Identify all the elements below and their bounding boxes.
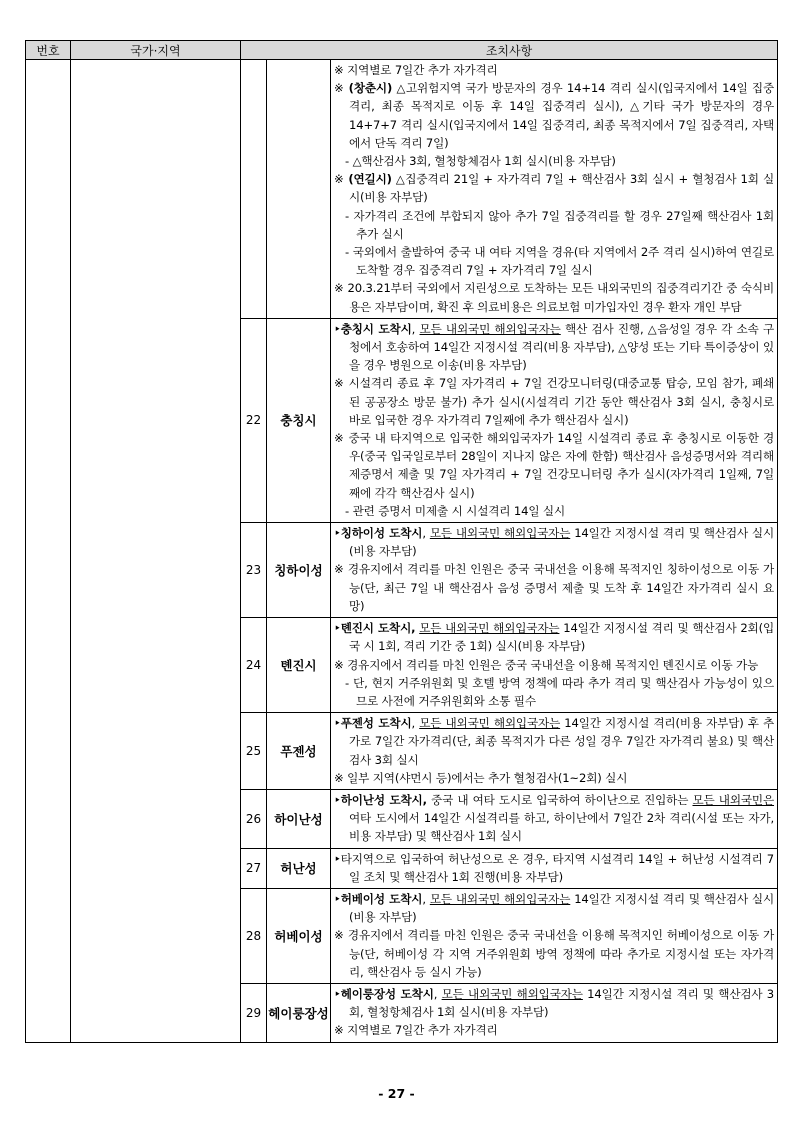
triangle-bullet-icon: ‣ (334, 792, 341, 807)
row-21-dash-2: - 자가격리 조건에 부합되지 않아 추가 7일 집중격리를 할 경우 27일째 핵산검사 1회 추가 실시 (345, 208, 775, 241)
yanji-text: △집중격리 21일 + 자가격리 7일 + 핵산검사 3회 실시 + 혈청검사 1회 실시(비용 자부담) (349, 172, 775, 205)
arrival-label: 허베이성 도착시 (340, 891, 423, 906)
row-24-main (334, 619, 774, 655)
row-21-note-2: ※ 20.3.21부터 국외에서 지린성으로 도착하는 모든 내외국민의 집중격리기간 중 숙식비용은 자부담이며, 확진 후 의료비용은 의료보험 미가입자인 경우 환자 개인 부담 (334, 281, 775, 314)
row-29-note-1: ※ 지역별로 7일간 추가 자가격리 (334, 1023, 498, 1038)
row-21-measures (331, 60, 778, 319)
table-row-21-cont (26, 60, 778, 319)
row-22-dash-1: - 관련 증명서 미제출 시 시설격리 14일 실시 (345, 503, 566, 518)
underlined-target: 모든 내외국민 해외입국자는 (419, 621, 560, 636)
row-27-region: 허난성 (267, 848, 331, 888)
row-23-main (334, 524, 774, 560)
row-24-region: 톈진시 (267, 618, 331, 713)
arrival-label: 톈진시 도착시, (340, 621, 416, 636)
triangle-bullet-icon: ‣ (334, 891, 341, 906)
triangle-bullet-icon: ‣ (334, 526, 341, 541)
row-28-region: 허베이성 (267, 888, 331, 983)
outer-region-cell (71, 60, 241, 1043)
row-21-region (267, 60, 331, 319)
header-measures: 조치사항 (241, 41, 778, 60)
row-26-main (334, 791, 774, 846)
city-label: (창춘시) (348, 81, 393, 96)
outer-number-cell (26, 60, 71, 1043)
row-21-changchun (334, 79, 774, 152)
row-28-measures (331, 888, 778, 983)
triangle-bullet-icon: ‣ (334, 986, 341, 1001)
arrival-label: 칭하이성 도착시 (340, 526, 423, 541)
row-29-main (334, 985, 774, 1021)
row-25-note-1: ※ 일부 지역(샤먼시 등)에서는 추가 혈청검사(1~2회) 실시 (334, 770, 628, 785)
separator: , (422, 891, 430, 906)
main-text: 14일간 지정시설 격리 및 핵산검사 실시(비용 자부담) (349, 891, 775, 925)
main-text: 핵산 검사 진행, △음성일 경우 각 소속 구청에서 호송하여 14일간 지정시설 격리(비용 자부담), △양성 또는 기타 특이증상이 있을 경우 병원으로 이송(비용 자부담) (349, 321, 775, 373)
header-region: 국가·지역 (71, 41, 241, 60)
row-24-note-1: ※ 경유지에서 격리를 마친 인원은 중국 국내선을 이용해 목적지인 톈진시로 이동 가능 (334, 657, 759, 672)
underlined-target: 모든 내외국민 해외입국자는 (419, 321, 561, 336)
document-page (25, 40, 777, 1043)
arrival-label: 하이난성 도착시, (340, 792, 427, 807)
row-21-yanji (334, 170, 774, 206)
main-text: 14일간 지정시설 격리(비용 자부담) 후 추가로 7일간 자가격리(단, 최종 목적지가 다른 성일 경우 7일간 자가격리 불요) 및 핵산검사 3회 실시 (349, 716, 775, 767)
row-23-number: 23 (241, 523, 267, 618)
table-header-row (26, 41, 778, 60)
triangle-bullet-icon: ‣ (334, 621, 341, 636)
row-27-main: ‣타지역으로 입국하여 허난성으로 온 경우, 타지역 시설격리 14일 + 허난성 시설격리 7일 조치 및 핵산검사 1회 진행(비용 자부담) (334, 851, 775, 884)
main-text: 14일간 지정시설 격리 및 핵산검사 3회, 혈청항체검사 1회 실시(비용 자부담) (349, 986, 775, 1020)
separator: , (411, 716, 420, 731)
separator: , (433, 986, 442, 1001)
note-mark: ※ (334, 172, 349, 187)
row-26-number: 26 (241, 789, 267, 848)
triangle-bullet-icon: ‣ (334, 716, 341, 731)
row-22-measures (331, 318, 778, 522)
main-text: 14일간 지정시설 격리 및 핵산검사 실시(비용 자부담) (349, 526, 775, 559)
row-27-number: 27 (241, 848, 267, 888)
underlined-target: 모든 내외국민 해외입국자는 (429, 891, 571, 906)
row-29-region: 헤이룽장성 (267, 983, 331, 1042)
row-28-number: 28 (241, 888, 267, 983)
row-29-number: 29 (241, 983, 267, 1042)
underlined-target: 모든 내외국민은 (692, 792, 775, 807)
note-mark: ※ (334, 81, 349, 96)
row-28-note-1: ※ 경유지에서 격리를 마친 인원은 중국 국내선을 이용해 목적지인 허베이성으로 이동 가능(단, 허베이성 각 지역 거주위원회 방역 정책에 따라 추가로 지정시설 또는 자가격리, 핵산검사 등 실시 가능) (334, 928, 775, 979)
row-29-measures (331, 983, 778, 1042)
row-25-region: 푸젠성 (267, 713, 331, 790)
header-number: 번호 (26, 41, 71, 60)
row-26-region: 하이난성 (267, 789, 331, 848)
separator: , (411, 321, 420, 336)
row-28-main (334, 890, 774, 926)
arrival-label: 충칭시 도착시 (340, 321, 412, 336)
row-21-dash-1: - △핵산검사 3회, 혈청항체검사 1회 실시(비용 자부담) (345, 154, 616, 169)
main-text: 여타 도시에서 14일간 시설격리를 하고, 하이난에서 7일간 2차 격리(시설 또는 자가, 비용 자부담) 및 핵산검사 1회 실시 (349, 811, 775, 844)
measures-table (25, 40, 778, 1043)
underlined-target: 모든 내외국민 해외입국자는 (441, 986, 583, 1001)
main-text: 14일간 지정시설 격리 및 핵산검사 2회(입국 시 1회, 격리 기간 중 1회) 실시(비용 자부담) (349, 621, 775, 654)
underlined-target: 모든 내외국민 해외입국자는 (419, 716, 561, 731)
row-23-measures (331, 523, 778, 618)
row-22-note-1: ※ 시설격리 종료 후 7일 자가격리 + 7일 건강모니터링(대중교통 탑승, 모임 참가, 폐쇄된 공공장소 방문 불가) 추가 실시(시설격리 기간 동안 핵산검사 3회 실시, 충칭시로 바로 입국한 경우 자가격리 7일째에 추가 핵산검사 실시) (334, 376, 775, 427)
row-25-measures (331, 713, 778, 790)
page-number: - 27 - (378, 1086, 415, 1101)
separator: , (422, 526, 430, 541)
row-21-number (241, 60, 267, 319)
city-label: (연길시) (348, 172, 392, 187)
row-22-note-2: ※ 중국 내 타지역으로 입국한 해외입국자가 14일 시설격리 종료 후 충칭시로 이동한 경우(중국 입국일로부터 28일이 지나지 않은 자에 한함) 핵산검사 음성증명서와 격리해제증명서 제출 및 7일 자가격리 + 7일 건강모니터링 추가 실시(자가격리 1일째, 7일째에 각각 핵산검사 실시) (334, 431, 775, 500)
row-22-region: 충칭시 (267, 318, 331, 522)
row-23-note-1: ※ 경유지에서 격리를 마친 인원은 중국 국내선을 이용해 목적지인 칭하이성으로 이동 가능(단, 최근 7일 내 핵산검사 음성 증명서 제출 및 도착 후 14일간 자가격리 실시 요망) (334, 562, 775, 613)
arrival-label: 푸젠성 도착시 (340, 716, 412, 731)
row-27-measures (331, 848, 778, 888)
row-23-region: 칭하이성 (267, 523, 331, 618)
row-25-main (334, 714, 774, 769)
row-24-measures (331, 618, 778, 713)
triangle-bullet-icon: ‣ (334, 321, 341, 336)
row-22-number: 22 (241, 318, 267, 522)
row-24-number: 24 (241, 618, 267, 713)
row-21-dash-3: - 국외에서 출발하여 중국 내 여타 지역을 경유(타 지역에서 2주 격리 실시)하여 연길로 도착할 경우 집중격리 7일 + 자가격리 7일 실시 (345, 245, 775, 278)
changchun-text: △고위험지역 국가 방문자의 경우 14+14 격리 실시(입국지에서 14일 집중격리, 최종 목적지로 이동 후 14일 집중격리 실시), △기타 국가 방문자의 경우 14+7+7 격리 실시(입국지에서 14일 집중격리, 최종 목적지에서 7일 집중격리, 자택에서 단독 격리 7일) (349, 81, 775, 150)
row-26-measures (331, 789, 778, 848)
row-21-note-1: ※ 지역별로 7일간 추가 자가격리 (334, 63, 498, 77)
arrival-label: 헤이룽장성 도착시 (340, 986, 434, 1001)
main-text: 중국 내 여타 도시로 입국하여 하이난으로 진입하는 (426, 792, 693, 807)
row-22-main (334, 320, 774, 375)
row-25-number: 25 (241, 713, 267, 790)
underlined-target: 모든 내외국민 해외입국자는 (429, 526, 571, 541)
row-24-dash-1: - 단, 현지 거주위원회 및 호텔 방역 정책에 따라 추가 격리 및 핵산검사 가능성이 있으므로 사전에 거주위원회와 소통 필수 (345, 675, 775, 708)
